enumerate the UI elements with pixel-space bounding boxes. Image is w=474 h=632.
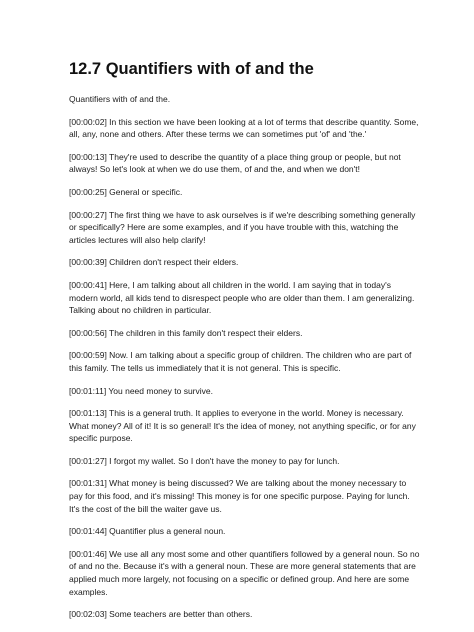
paragraph: [00:01:46] We use all any most some and other quantifiers followed by a general noun. So no of and no the. Because it's with a general noun. These are more general statements that are applied much more largely, not focusing on a specific or defined group. And here are some examples. <box>69 548 420 597</box>
document-body <box>69 59 421 631</box>
paragraph: [00:00:13] They're used to describe the quantity of a place thing group or people, but not always! So let's look at when we do use them, of and the, and when we don't! <box>69 151 401 175</box>
paragraph: [00:01:11] You need money to survive. <box>69 385 213 396</box>
paragraph: [00:00:39] Children don't respect their elders. <box>69 257 239 268</box>
paragraph: [00:01:27] I forgot my wallet. So I don't have the money to pay for lunch. <box>69 455 340 466</box>
paragraph: [00:01:31] What money is being discussed? We are talking about the money necessary to pay for this food, and it's missing! This money is for one specific purpose. Paying for lunch. It's the cost of the bill the waiter gave us. <box>69 478 410 514</box>
paragraph: [00:00:25] General or specific. <box>69 186 183 197</box>
paragraph: [00:01:13] This is a general truth. It applies to everyone in the world. Money is necessary. What money? All of it! It is so general! It's the idea of money, not anything specific, or for any specific purpose. <box>69 408 416 444</box>
paragraph: [00:00:56] The children in this family don't respect their elders. <box>69 327 303 338</box>
paragraph: [00:00:41] Here, I am talking about all children in the world. I am saying that in today's modern world, all kids tend to disrespect people who are older than them. I am generalizing. Talking about no children in particular. <box>69 279 415 316</box>
document-title: 12.7 Quantifiers with of and the <box>69 60 314 78</box>
paragraph: [00:02:03] Some teachers are better than others. <box>69 609 253 620</box>
paragraph: [00:00:27] The first thing we have to ask ourselves is if we're describing something generally or specifically? Here are some examples, and if you have trouble with this, watching the articles lectures will also help clarify! <box>69 209 416 245</box>
paragraph: [00:00:59] Now. I am talking about a specific group of children. The children who are part of this family. The tells us immediately that it is not general. This is specific. <box>69 350 412 373</box>
paragraph: [00:01:44] Quantifier plus a general noun. <box>69 526 226 537</box>
paragraph: [00:00:02] In this section we have been looking at a lot of terms that describe quantity. Some, all, any, none and others. After these terms we can sometimes put 'of' and 'the.' <box>69 116 419 140</box>
paragraph: Quantifiers with of and the. <box>69 94 171 104</box>
